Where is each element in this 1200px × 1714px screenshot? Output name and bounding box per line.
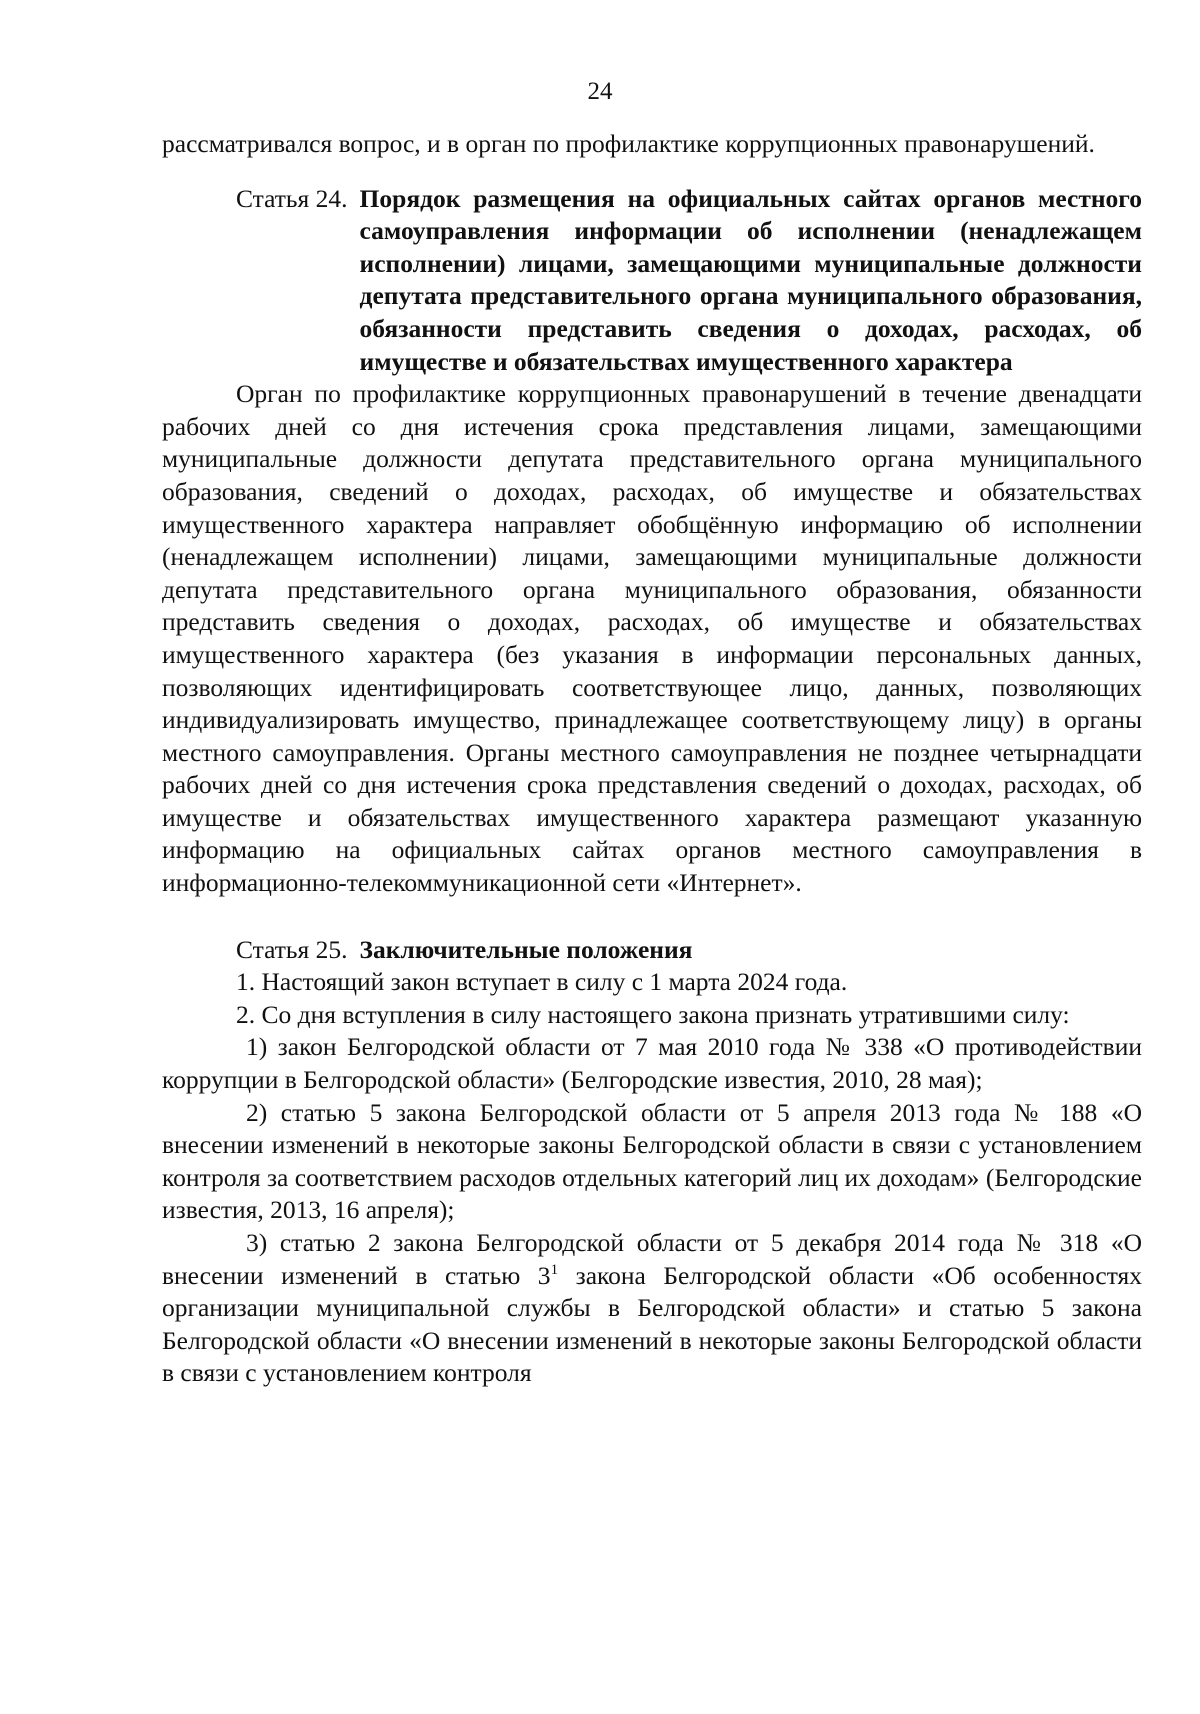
article-25-number: Статья 25. <box>236 934 348 964</box>
superscript-marker: 1 <box>550 1261 559 1278</box>
subitem-3-text-b: закона Белгородской области «Об особенностях организации муниципальной службы в Белгородской области» и статью 5 закона Белгородской области «О внесении изменений в некоторые законы Белгородской области в связи с установлением контроля <box>162 1260 1142 1388</box>
article-25-subitem-2: 2) статью 5 закона Белгородской области от 5 апреля 2013 года № 188 «О внесении изменений в некоторые законы Белгородской области в связи с установлением контроля за соответствием расходов отдельных категорий лиц их доходам» (Белгородские известия, 2013, 16 апреля); <box>162 1097 1142 1225</box>
article-24-body: Орган по профилактике коррупционных правонарушений в течение двенадцати рабочих дней со дня истечения срока представления лицами, замещающими муниципальные должности депутата представительного органа муниципального образования, сведений о доходах, расходах, об имуществе и обязательствах имущественного характера направляет обобщённую информацию об исполнении (ненадлежащем исполнении) лицами, замещающими муниципальные должности депутата представительного органа муниципального образования, обязанности представить сведения о доходах, расходах, об имуществе и обязательствах имущественного характера (без указания в информации персональных данных, позволяющих идентифицировать соответствующее лицо, данных, позволяющих индивидуализировать имущество, принадлежащее соответствующему лицу) в органы местного самоуправления. Органы местного самоуправления не позднее четырнадцати рабочих дней со дня истечения срока представления сведений о доходах, расходах, об имуществе и обязательствах имущественного характера размещают указанную информацию на официальных сайтах органов местного самоуправления в информационно-телекоммуникационной сети «Интернет». <box>162 379 1142 898</box>
subitem-3-text-a: 3) статью 2 закона Белгородской области от 5 декабря 2014 года № 318 «О внесении изменений в статью 3 <box>162 1228 1142 1290</box>
article-25-item-1: 1. Настоящий закон вступает в силу с 1 марта 2024 года. <box>236 967 848 997</box>
article-24-title: Порядок размещения на официальных сайтах органов местного самоуправления информации об исполнении (ненадлежащем исполнении) лицами, замещающими муниципальные должности депутата представительного органа муниципального образования, обязанности представить сведения о доходах, расходах, об имуществе и обязательствах имущественного характера <box>359 183 1142 376</box>
intro-paragraph: рассматривался вопрос, и в орган по профилактике коррупционных правонарушений. <box>162 129 1095 158</box>
article-25-subitem-3 <box>162 1227 1142 1390</box>
spacer <box>162 161 1142 183</box>
page-number: 24 <box>587 78 613 105</box>
spacer <box>162 900 1142 934</box>
article-25-subitem-1: 1) закон Белгородской области от 7 мая 2010 года № 338 «О противодействии коррупции в Белгородской области» (Белгородские известия, 2010, 28 мая); <box>162 1032 1142 1095</box>
document-body <box>162 128 1142 1390</box>
article-25-heading <box>236 934 1142 967</box>
article-25-title: Заключительные положения <box>359 934 693 964</box>
article-25-item-2: 2. Со дня вступления в силу настоящего закона признать утратившими силу: <box>236 999 1070 1029</box>
article-24-number: Статья 24. <box>236 183 348 213</box>
article-24-heading <box>236 183 1142 379</box>
